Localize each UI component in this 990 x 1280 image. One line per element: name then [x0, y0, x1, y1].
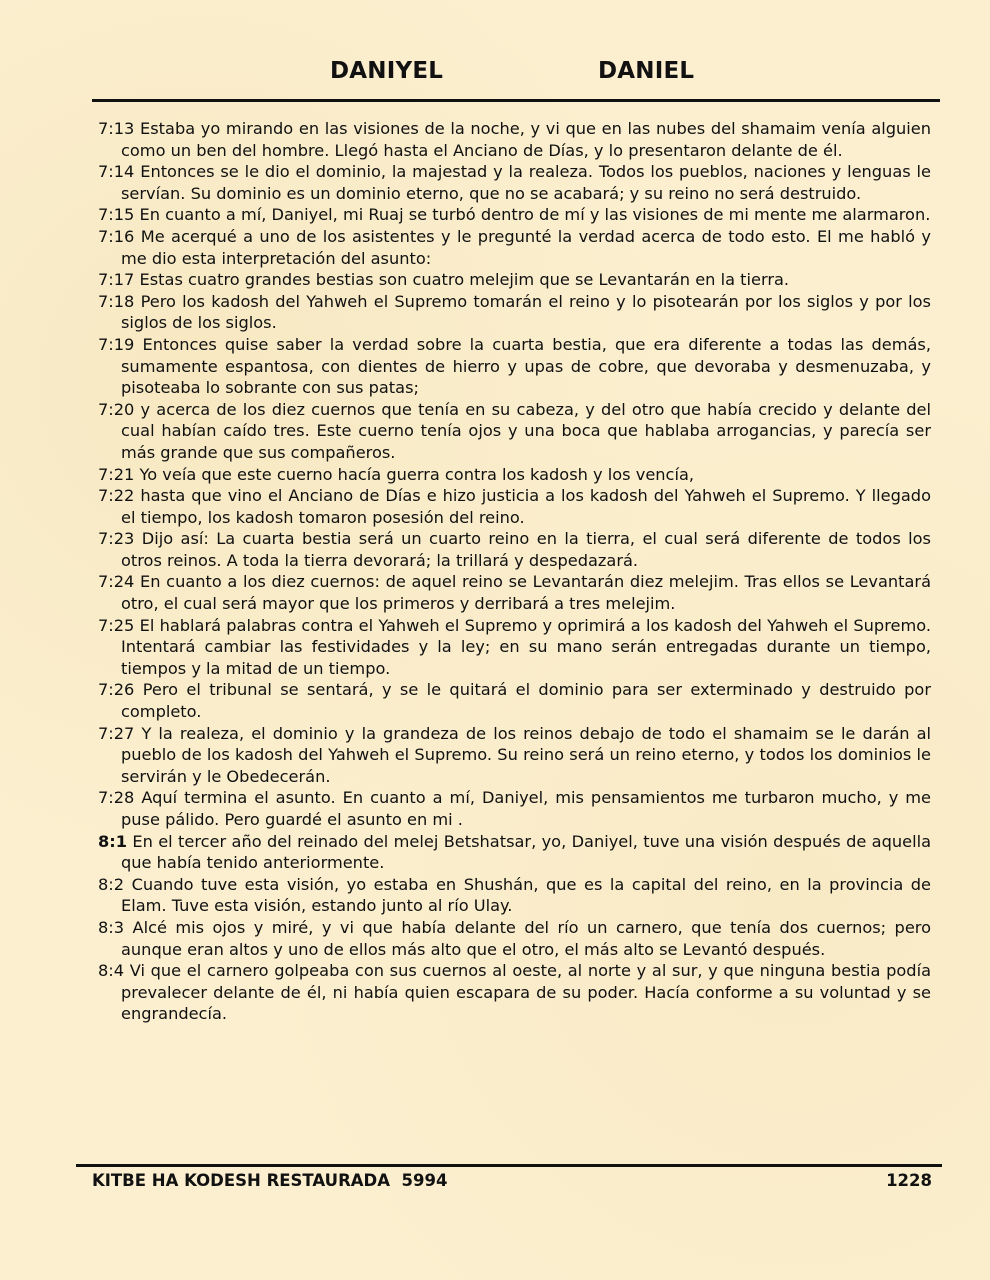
verse-text: Estas cuatro grandes bestias son cuatro melejim que se Levantarán en la tierra. [139, 270, 790, 290]
header-book-hebrew: DANIYEL [330, 58, 444, 84]
page-header [0, 58, 990, 92]
verse-text: Estaba yo mirando en las visiones de la noche, y vi que en las nubes del shamaim venía alguien como un ben del hombre. Llegó hasta el Anciano de Días, y lo presentaron delante de él. [121, 119, 931, 160]
verse [98, 615, 931, 680]
verse [98, 831, 931, 874]
header-rule [92, 99, 940, 102]
verse-text: En cuanto a los diez cuernos: de aquel reino se Levantarán diez melejim. Tras ellos se Levantará otro, el cual será mayor que los primeros y derribará a tres melejim. [121, 572, 931, 614]
verse-text: En cuanto a mí, Daniyel, mi Ruaj se turbó dentro de mí y las visiones de mi mente me alarmaron. [139, 205, 931, 225]
verse-text: Entonces se le dio el dominio, la majestad y la realeza. Todos los pueblos, naciones y lenguas le servían. Su dominio es un dominio eterno, que no se acabará; y su reino no será destruido. [121, 162, 931, 203]
verse [98, 399, 931, 464]
verse [98, 874, 931, 917]
header-book-spanish: DANIEL [598, 58, 695, 84]
verse-text: Yo veía que este cuerno hacía guerra contra los kadosh y los vencía, [139, 464, 695, 484]
verse-text: Pero los kadosh del Yahweh el Supremo tomarán el reino y lo pisotearán por los siglos y por los siglos de los siglos. [121, 291, 931, 333]
verse-ref: 8:2 [98, 874, 125, 894]
verse [98, 161, 931, 204]
verse-ref: 7:19 [98, 334, 135, 354]
verse-text: Me acerqué a uno de los asistentes y le pregunté la verdad acerca de todo esto. El me habló y me dio esta interpretación del asunto: [121, 226, 931, 268]
verse-list [98, 118, 931, 1025]
verse-ref: 7:25 [98, 615, 135, 635]
verse-text: Cuando tuve esta visión, yo estaba en Shushán, que es la capital del reino, en la provincia de Elam. Tuve esta visión, estando junto al río Ulay. [121, 874, 931, 916]
verse [98, 917, 931, 960]
verse [98, 571, 931, 614]
verse-ref: 7:22 [98, 486, 135, 506]
verse-ref: 7:16 [98, 226, 135, 246]
footer-rule [76, 1164, 942, 1167]
verse-text: Y la realeza, el dominio y la grandeza de los reinos debajo de todo el shamaim se le darán al pueblo de los kadosh del Yahweh el Supremo. Su reino será un reino eterno, y todos los dominios le servirán y le Obedecerán. [121, 723, 931, 786]
verse-ref: 8:3 [98, 917, 125, 937]
verse [98, 464, 931, 486]
verse-ref: 7:26 [98, 680, 135, 700]
verse-ref: 7:18 [98, 291, 135, 311]
verse-ref: 7:15 [98, 205, 135, 225]
verse-text: y acerca de los diez cuernos que tenía en su cabeza, y del otro que había crecido y delante del cual habían caído tres. Este cuerno tenía ojos y una boca que hablaba arrogancias, y parecía ser más grande que sus compañeros. [121, 399, 931, 462]
verse-ref: 7:23 [98, 529, 135, 549]
verse-text: En el tercer año del reinado del melej Betshatsar, yo, Daniyel, tuve una visión después de aquella que había tenido anteriormente. [121, 831, 931, 873]
verse [98, 269, 931, 291]
verse-ref: 7:28 [98, 788, 135, 808]
verse [98, 528, 931, 571]
verse [98, 485, 931, 528]
verse [98, 291, 931, 334]
verse [98, 679, 931, 722]
verse-text: El hablará palabras contra el Yahweh el Supremo y oprimirá a los kadosh del Yahweh el Supremo. Intentará cambiar las festividades y la ley; en su mano serán entregadas durante un tiempo, tiempos y la mitad de un tiempo. [121, 615, 931, 678]
verse-ref: 7:27 [98, 723, 135, 743]
verse-ref: 7:24 [98, 572, 135, 592]
verse [98, 226, 931, 269]
verse [98, 960, 931, 1025]
verse [98, 204, 931, 226]
verse-ref: 7:13 [98, 119, 135, 138]
verse-ref: 8:1 [98, 831, 127, 851]
verse [98, 118, 931, 161]
verse-text: Pero el tribunal se sentará, y se le quitará el dominio para ser exterminado y destruido por completo. [121, 680, 931, 722]
verse [98, 723, 931, 788]
verse-text: Dijo así: La cuarta bestia será un cuarto reino en la tierra, el cual será diferente de todos los otros reinos. A toda la tierra devorará; la trillará y despedazará. [121, 529, 931, 570]
verse-ref: 8:4 [98, 961, 125, 981]
verse-ref: 7:17 [98, 270, 135, 290]
footer-title: KITBE HA KODESH RESTAURADA 5994 [92, 1171, 448, 1190]
page-number: 1228 [886, 1171, 932, 1190]
verse-text: Entonces quise saber la verdad sobre la cuarta bestia, que era diferente a todas las demás, sumamente espantosa, con dientes de hierro y upas de cobre, que devoraba y desmenuzaba, y pisoteaba lo sobrante con sus patas; [121, 334, 931, 398]
verse-text: Aquí termina el asunto. En cuanto a mí, Daniyel, mis pensamientos me turbaron mucho, y me puse pálido. Pero guardé el asunto en mi . [121, 788, 931, 829]
verse-text: hasta que vino el Anciano de Días e hizo justicia a los kadosh del Yahweh el Supremo. Y llegado el tiempo, los kadosh tomaron posesión del reino. [121, 486, 931, 527]
page-footer [92, 1171, 932, 1195]
verse-ref: 7:14 [98, 162, 135, 182]
verse [98, 334, 931, 399]
verse-text: Vi que el carnero golpeaba con sus cuernos al oeste, al norte y al sur, y que ninguna bestia podía prevalecer delante de él, ni había quien escapara de su poder. Hacía conforme a su voluntad y se engrandecía. [121, 961, 931, 1024]
verse-ref: 7:20 [98, 399, 135, 419]
verse-text: Alcé mis ojos y miré, y vi que había delante del río un carnero, que tenía dos cuernos; pero aunque eran altos y uno de ellos más alto que el otro, el más alto se Levantó después. [121, 917, 931, 959]
verse-ref: 7:21 [98, 464, 135, 484]
verse [98, 787, 931, 830]
